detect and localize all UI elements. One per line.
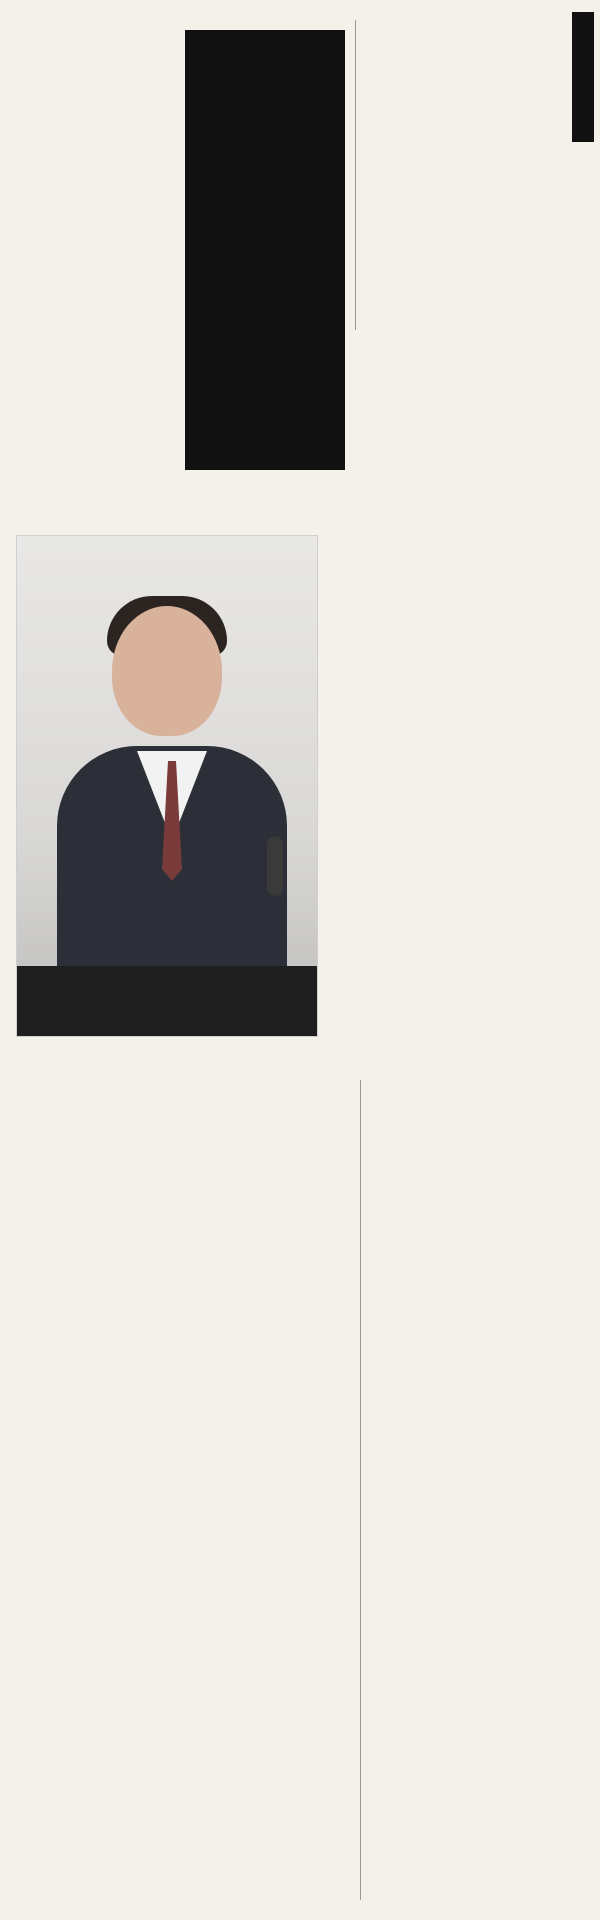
article-text-bottom-left xyxy=(16,1080,296,1900)
article-text-mid-right xyxy=(360,640,570,1050)
podium xyxy=(17,966,317,1036)
speaker-head xyxy=(112,606,222,736)
column-divider xyxy=(355,20,356,330)
article-text-mid-left xyxy=(16,345,216,485)
sub-headline xyxy=(300,1050,364,1610)
speaker-photo xyxy=(16,535,318,1037)
microphone-icon xyxy=(267,836,283,896)
column-divider xyxy=(360,1080,361,1900)
continued-from-page-one-tag xyxy=(572,12,594,142)
article-text-bottom-right xyxy=(365,1080,580,1900)
